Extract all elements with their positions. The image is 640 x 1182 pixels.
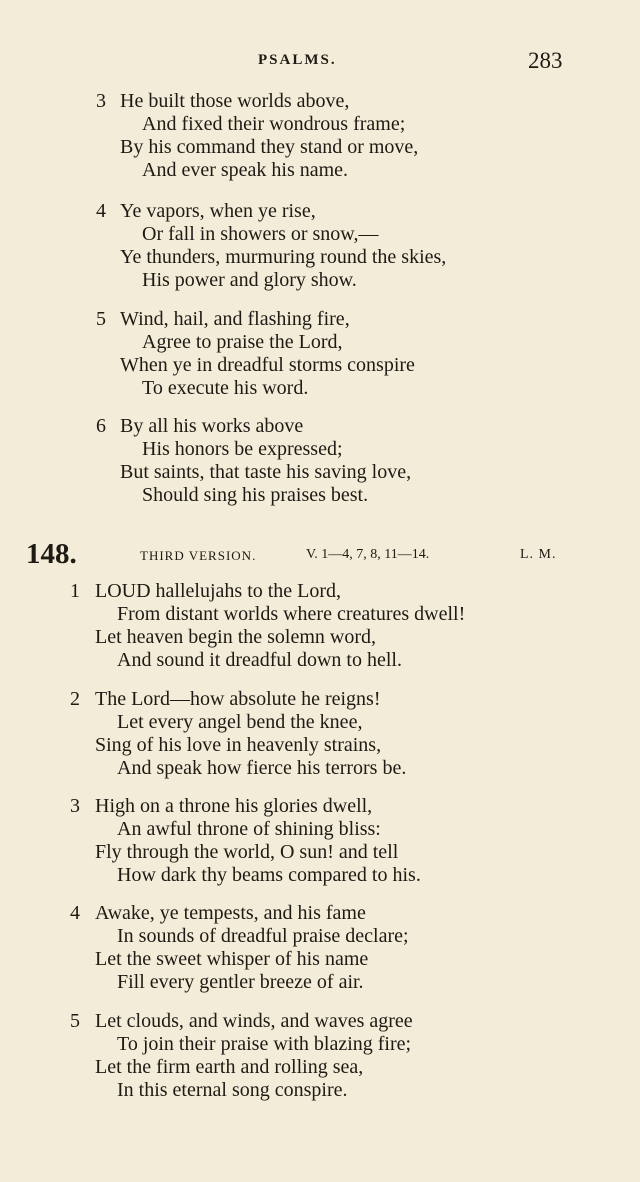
verse-line: Fill every gentler breeze of air. [117, 971, 364, 993]
verse-line: Ye thunders, murmuring round the skies, [120, 246, 447, 268]
hymn-heading [0, 538, 640, 570]
verse-line: Or fall in showers or snow,— [142, 223, 379, 245]
hymn-number: 148. [26, 538, 77, 570]
verse-line: Fly through the world, O sun! and tell [95, 841, 399, 863]
hymn-meter: L. M. [520, 547, 557, 562]
verse-line: When ye in dreadful storms conspire [120, 354, 415, 376]
verse-line: From distant worlds where creatures dwell! [117, 603, 466, 625]
running-title: PSALMS. [258, 52, 337, 68]
verse-line: Let the sweet whisper of his name [95, 948, 369, 970]
verse-line: High on a throne his glories dwell, [95, 795, 373, 817]
verse-line: Wind, hail, and flashing fire, [120, 308, 350, 330]
verse-line: Let heaven begin the solemn word, [95, 626, 377, 648]
stanza-number: 4 [96, 200, 106, 222]
verse-line: Should sing his praises best. [142, 484, 369, 506]
verse-line: He built those worlds above, [120, 90, 350, 112]
verse-line: By his command they stand or move, [120, 136, 419, 158]
verse-line: Agree to praise the Lord, [142, 331, 343, 353]
verse-line: And sound it dreadful down to hell. [117, 649, 402, 671]
page-number: 283 [528, 48, 563, 73]
verse-line: Let every angel bend the knee, [117, 711, 363, 733]
verse-line: The Lord—how absolute he reigns! [95, 688, 381, 710]
verse-line: How dark thy beams compared to his. [117, 864, 421, 886]
stanza-number: 2 [70, 688, 80, 710]
stanza-number: 3 [96, 90, 106, 112]
stanza-number: 3 [70, 795, 80, 817]
verse-line: And speak how fierce his terrors be. [117, 757, 407, 779]
verse-line: In this eternal song conspire. [117, 1079, 348, 1101]
verse-line: But saints, that taste his saving love, [120, 461, 412, 483]
running-head [0, 48, 640, 78]
verse-line: Let the firm earth and rolling sea, [95, 1056, 364, 1078]
verse-line: By all his works above [120, 415, 304, 437]
stanza-number: 4 [70, 902, 80, 924]
verse-line: To join their praise with blazing fire; [117, 1033, 412, 1055]
verse-line: Ye vapors, when ye rise, [120, 200, 316, 222]
stanza-number: 5 [70, 1010, 80, 1032]
hymn-version: THIRD VERSION. [140, 548, 257, 563]
verse-line: Let clouds, and winds, and waves agree [95, 1010, 413, 1032]
verse-line: His honors be expressed; [142, 438, 343, 460]
verse-line: Awake, ye tempests, and his fame [95, 902, 366, 924]
stanza-number: 6 [96, 415, 106, 437]
hymn-verses: V. 1—4, 7, 8, 11—14. [306, 547, 430, 562]
verse-line: Sing of his love in heavenly strains, [95, 734, 382, 756]
stanza-number: 1 [70, 580, 80, 602]
verse-line: LOUD hallelujahs to the Lord, [95, 580, 342, 602]
verse-line: To execute his word. [142, 377, 309, 399]
verse-line: An awful throne of shining bliss: [117, 818, 381, 840]
verse-line: In sounds of dreadful praise declare; [117, 925, 409, 947]
verse-line: His power and glory show. [142, 269, 357, 291]
verse-line: And fixed their wondrous frame; [142, 113, 406, 135]
stanza-number: 5 [96, 308, 106, 330]
verse-line: And ever speak his name. [142, 159, 349, 181]
